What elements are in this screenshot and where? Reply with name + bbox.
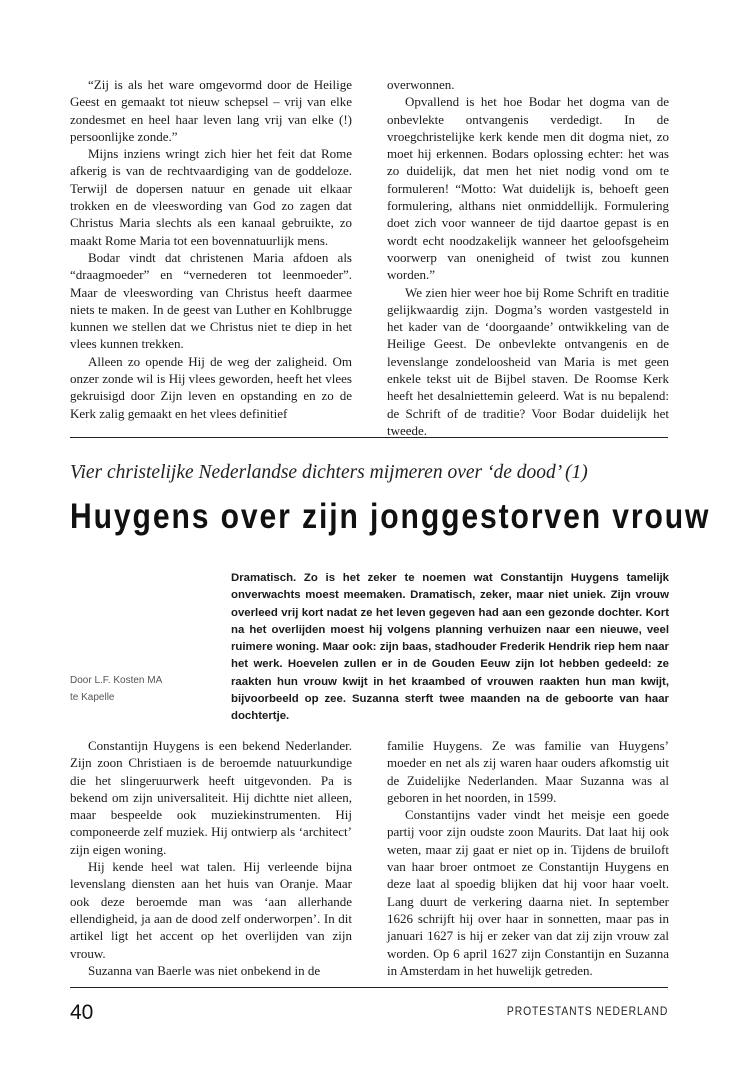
article-title: Huygens over zijn jonggestorven vrouw	[70, 497, 711, 536]
section-divider	[70, 437, 668, 438]
previous-article-right-column	[387, 76, 669, 439]
paragraph: Suzanna van Baerle was niet onbekend in de	[88, 962, 321, 978]
series-title: Vier christelijke Nederlandse dichters mijmeren over ‘de dood’ (1)	[70, 462, 588, 483]
paragraph: Opvallend is het hoe Bodar het dogma van de onbevlekte ontvangenis verdedigt. In de vroegchristelijke kerk kende men dit dogma niet, zo moet hij erkennen. Bodars oplossing echter: het was zo duidelijk, dat men het niet nodig vond om te formuleren! “Motto: Wat duidelijk is, behoeft geen formulering, althans niet onmiddellijk. Formulering doet zich voor wanneer de tijd daartoe gepast is en wordt echt noodzakelijk wanneer het geloofsgeheim voorwerp van onenigheid of twist zou kunnen worden.”	[387, 94, 669, 283]
paragraph: We zien hier weer hoe bij Rome Schrift en traditie gelijkwaardig zijn. Dogma’s worden vastgesteld in het kader van de ‘doorgaande’ ontwikkeling van de Heilige Geest. De onbevlekte ontvangenis en de levenslange zondeloosheid van Maria is met geen enkele tekst uit de Bijbel staven. De Roomse Kerk heeft het desalniettemin geleerd. Wat is nu bepalend: de Schrift of de traditie? Voor Bodar duidelijk het tweede.	[387, 284, 669, 438]
paragraph: Bodar vindt dat christenen Maria afdoen als “draagmoeder” en “vernederen tot leenmoeder”. Maar de vleeswording van Christus heeft daarmee niets te maken. In de geest van Luther en Kohlbrugge kunnen we stellen dat we Christus niet te diep in het vlees kunnen trekken.	[70, 249, 352, 352]
paragraph: familie Huygens. Ze was familie van Huygens’ moeder en net als zij waren haar ouders afkomstig uit de Zuidelijke Nederlanden. Maar Suzanna was al geboren in het noorden, in 1599.	[387, 738, 669, 805]
byline-author: Door L.F. Kosten MA	[70, 675, 163, 686]
paragraph: Hij kende heel wat talen. Hij verleende bijna levenslang diensten aan het huis van Oranje. Maar ook deze beroemde man was ‘aan allerhande ellendigheid, ja aan de dood zelf onderworpen’. In dit artikel ligt het accent op het overlijden van zijn vrouw.	[70, 859, 352, 961]
article-right-column	[387, 737, 669, 979]
publication-name: PROTESTANTS NEDERLAND	[506, 1006, 668, 1018]
article-lead: Dramatisch. Zo is het zeker te noemen wat Constantijn Huygens tamelijk onverwachts moest meemaken. Dramatisch, zeker, maar niet uniek. Zijn vrouw overleed vrij kort nadat ze het leven gegeven had aan een gezonde dochter. Kort na het overlijden moest hij volgens planning verhuizen naar een nieuwe, veel ruimere woning. Maar ook: zijn baas, stadhouder Frederik Hendrik riep hem naar het werk. Hoevelen zullen er in de Gouden Eeuw zijn lot hebben gedeeld: ze raakten hun vrouw kwijt in het kraambed of vrouwen raakten hun man kwijt, bijvoorbeeld op zee. Suzanna sterft twee maanden na de geboorte van haar dochtertje.	[231, 572, 669, 723]
article-left-column	[70, 737, 352, 979]
paragraph: Constantijn Huygens is een bekend Nederlander. Zijn zoon Christiaen is de beroemde natuurkundige die het slingeruurwerk heeft uitgevonden. Pa is bekend om zijn universaliteit. Hij dichtte niet alleen, maar bespeelde ook muziekinstrumenten. Hij componeerde zelf muziek. Hij ontwierp als ‘architect’ zijn eigen woning.	[70, 738, 352, 857]
paragraph: Constantijns vader vindt het meisje een goede partij voor zijn oudste zoon Maurits. Dat laat hij ook weten, maar zij gaat er niet op in. Tijdens de bruiloft van haar broer ontmoet ze Constantijn Huygens en deze laat al spoedig blijken dat hij voor haar voelt. Lang duurt de verkering daarna niet. In september 1626 schrijft hij over haar in sonnetten, maar pas in januari 1627 is hij er zeker van dat zij zijn vrouw zal worden. Op 6 april 1627 zijn Constantijn en Suzanna in Amsterdam in het huwelijk getreden.	[387, 807, 669, 978]
byline-place: te Kapelle	[70, 692, 115, 703]
paragraph: “Zij is als het ware omgevormd door de Heilige Geest en gemaakt tot nieuw schepsel – vrij van elke zondesmet en heel haar leven lang vrij van elke (!) persoonlijke zonde.”	[70, 77, 352, 144]
byline	[70, 672, 162, 706]
paragraph: Alleen zo opende Hij de weg der zaligheid. Om onzer zonde wil is Hij vlees geworden, heeft het vlees gekruisigd door Zijn leven en opstanding en zo de Kerk zalig gemaakt en het vlees definitief	[70, 353, 352, 421]
page-number: 40	[70, 1001, 94, 1024]
paragraph: overwonnen.	[387, 77, 455, 92]
previous-article-left-column	[70, 76, 352, 422]
paragraph: Mijns inziens wringt zich hier het feit dat Rome afkerig is van de rechtvaardiging van de goddeloze. Terwijl de dopersen natuur en genade uit elkaar trokken en de vleeswording van God zo zagen dat Christus Maria slechts als een kanaal gebruikte, zo maakt Rome Maria tot een bovennatuurlijk mens.	[70, 146, 352, 248]
footer-divider	[70, 987, 668, 988]
